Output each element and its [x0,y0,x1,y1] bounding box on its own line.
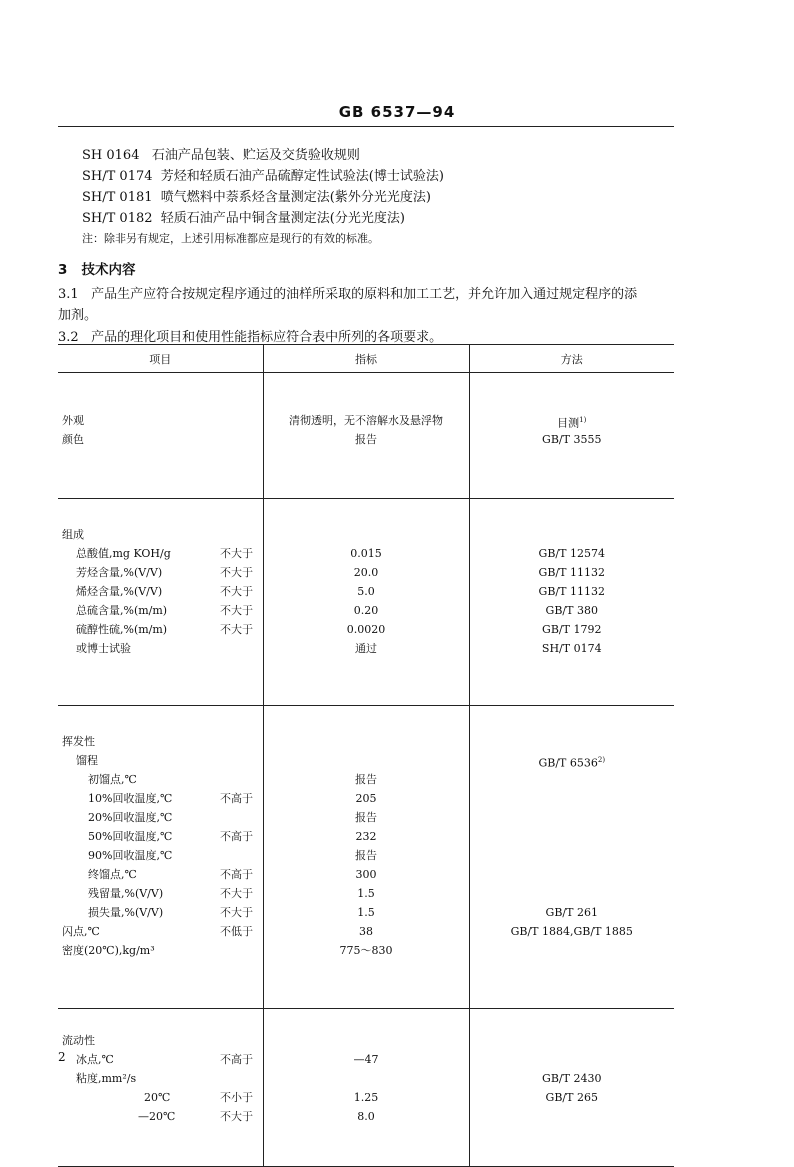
item-label: 冰点,℃ [76,1053,114,1066]
value-cell: 205 [355,792,377,805]
value-cell: 1.25 [353,1091,379,1104]
reference-code: SH/T 0174 [82,169,153,184]
reference-title: 石油产品包装、贮运及交货验收规则 [151,148,360,163]
value-cell: 38 [359,925,373,938]
item-row [58,884,263,903]
item-viscosity: 粘度,mm²/s [76,1072,137,1085]
limit-label: 不大于 [220,887,253,900]
limit-label: 不低于 [220,925,253,938]
reference-1 [82,144,360,163]
table-header-row [58,345,674,373]
method-cell: GB/T 1792 [542,623,602,636]
reference-code: SH 0164 [82,148,140,163]
section-number: 3 [58,262,68,278]
group-methods [469,1009,674,1167]
item-label: 总硫含量,%(m/m) [76,604,168,617]
limit-label: 不大于 [220,585,253,598]
item-row [58,789,263,808]
item-appearance: 外观 [62,414,84,427]
table-group-appearance [58,373,674,499]
item-label: 20%回收温度,℃ [88,811,173,824]
clause-3-1 [58,283,637,302]
value-cell: 8.0 [357,1110,375,1123]
value-cell: 0.20 [353,604,379,617]
item-label: 芳烃含量,%(V/V) [76,566,163,579]
item-density: 密度(20℃),kg/m³ [62,944,155,957]
value-appearance: 清彻透明，无不溶解水及悬浮物 [289,414,443,427]
item-row [58,582,263,601]
group-methods [469,706,674,1009]
reference-code: SH/T 0182 [82,211,153,226]
header-item: 项目 [58,345,263,373]
item-label: 烯烃含量,%(V/V) [76,585,163,598]
item-row [58,770,263,789]
method-cell: GB/T 12574 [538,547,605,560]
method-color: GB/T 3555 [542,433,602,446]
item-row [58,620,263,639]
group-values [263,499,469,706]
group-values [263,1009,469,1167]
reference-2 [82,165,444,184]
reference-code: SH/T 0181 [82,190,153,205]
value-cell: 300 [355,868,377,881]
group-methods [469,373,674,499]
specification-table [58,344,674,1167]
item-freezing-point [58,1050,263,1069]
item-row [58,1088,263,1107]
section-title: 技术内容 [81,262,136,278]
reference-3 [82,186,431,205]
value-cell: 1.5 [357,906,375,919]
limit-label: 不大于 [220,566,253,579]
value-cell: 报告 [355,773,377,786]
value-cell: 通过 [355,642,377,655]
limit-label: 不高于 [220,1053,253,1066]
item-row [58,639,263,658]
group-items [58,1009,263,1167]
footnote-ref: 1) [579,416,587,424]
item-row [58,563,263,582]
limit-label: 不大于 [220,547,253,560]
item-row [58,903,263,922]
method-cell: GB/T 380 [545,604,598,617]
method-cell: GB/T 1884,GB/T 1885 [510,925,633,938]
item-label: 10%回收温度,℃ [88,792,173,805]
value-cell: 0.0020 [346,623,386,636]
clause-number: 3.1 [58,287,79,302]
method-appearance [470,411,675,430]
group-title: 挥发性 [62,735,95,748]
item-label: 50%回收温度,℃ [88,830,173,843]
limit-label: 不大于 [220,623,253,636]
method-cell: GB/T 11132 [538,566,605,579]
item-row [58,827,263,846]
item-row [58,1107,263,1126]
item-label: 总酸值,mg KOH/g [76,547,171,560]
item-label: 损失量,%(V/V) [88,906,164,919]
value-cell: 报告 [355,849,377,862]
item-row [58,601,263,620]
table-group-fluidity [58,1009,674,1167]
header-method: 方法 [469,345,674,373]
value-cell: 232 [355,830,377,843]
table-group-composition [58,499,674,706]
value-cell: 20.0 [353,566,379,579]
item-label: 终馏点,℃ [88,868,137,881]
footnote-ref: 2) [597,756,606,764]
item-label: 硫醇性硫,%(m/m) [76,623,168,636]
value-color: 报告 [355,433,377,446]
value-cell: 0.015 [350,547,382,560]
limit-label: 不大于 [220,1110,253,1123]
clause-number: 3.2 [58,330,79,345]
group-title: 组成 [62,528,84,541]
group-items [58,706,263,1009]
item-row [58,808,263,827]
item-row [58,846,263,865]
item-label: 或博士试验 [76,642,131,655]
header-value: 指标 [263,345,469,373]
page-number: 2 [58,1050,66,1064]
item-label: 闪点,℃ [62,925,100,938]
method-text: GB/T 6536 [538,756,598,770]
clause-text: 产品生产应符合按规定程序通过的油样所采取的原料和加工工艺，并允许加入通过规定程序的添 [91,287,638,302]
item-label: 残留量,%(V/V) [88,887,164,900]
group-title: 流动性 [62,1034,95,1047]
section-heading [58,258,136,278]
limit-label: 不小于 [220,1091,253,1104]
item-label: 90%回收温度,℃ [88,849,173,862]
value-cell: 1.5 [357,887,375,900]
reference-title: 芳烃和轻质石油产品硫醇定性试验法(博士试验法) [160,169,444,184]
header-rule [58,126,674,127]
item-label: —20℃ [138,1110,176,1123]
method-cell: GB/T 11132 [538,585,605,598]
item-distillation: 馏程 [76,754,98,767]
method-cell: SH/T 0174 [541,642,602,655]
method-distillation [470,751,675,770]
item-label: 20℃ [144,1091,171,1104]
item-flash-point [58,922,263,941]
reference-title: 喷气燃料中萘系烃含量测定法(紫外分光光度法) [160,190,431,205]
group-items [58,373,263,499]
method-cell: GB/T 265 [545,1091,598,1104]
value-cell: 775～830 [339,944,393,957]
limit-label: 不高于 [220,792,253,805]
value-cell: —47 [353,1053,379,1066]
limit-label: 不大于 [220,906,253,919]
item-label: 初馏点,℃ [88,773,137,786]
reference-note: 注：除非另有规定，上述引用标准都应是现行的有效的标准。 [82,232,379,245]
item-row [58,544,263,563]
item-color: 颜色 [62,433,84,446]
clause-text: 产品的理化项目和使用性能指标应符合表中所列的各项要求。 [91,330,443,345]
value-cell: 5.0 [357,585,375,598]
value-cell: 报告 [355,811,377,824]
clause-3-1-continued: 加剂。 [58,308,98,323]
clause-3-2 [58,326,442,345]
group-values [263,706,469,1009]
method-text: 目测 [557,416,580,430]
method-cell: GB/T 2430 [542,1072,602,1085]
group-values [263,373,469,499]
limit-label: 不高于 [220,868,253,881]
limit-label: 不大于 [220,604,253,617]
limit-label: 不高于 [220,830,253,843]
table-group-volatility [58,706,674,1009]
group-items [58,499,263,706]
page-header: GB 6537—94 [338,103,456,121]
method-cell: GB/T 261 [545,906,598,919]
group-methods [469,499,674,706]
reference-title: 轻质石油产品中铜含量测定法(分光光度法) [160,211,405,226]
reference-4 [82,207,405,226]
item-row [58,865,263,884]
